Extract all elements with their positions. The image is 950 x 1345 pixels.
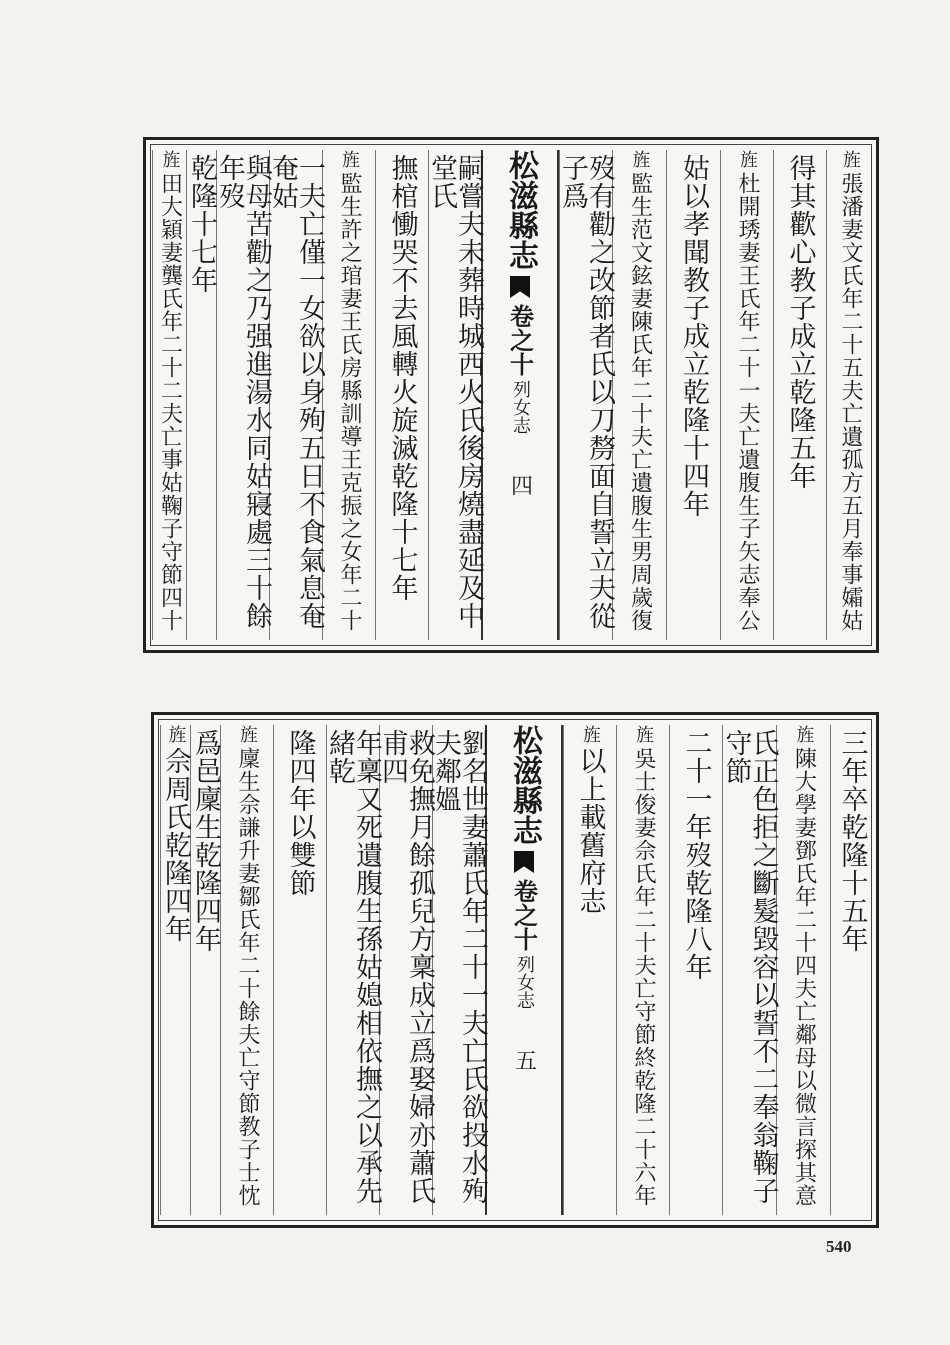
text-column [612,150,666,640]
bottom-page-frame [151,712,879,1228]
column-text: 廩生佘謙升妻鄒氏年二十餘夫亡守節教子士忱 [235,747,260,1207]
honor-mark: 旌 [237,725,258,743]
text-column [377,725,435,1215]
section-label: 列女志 [510,380,531,434]
column-text: 監生范文鉉妻陳氏年二十夫亡遺腹生男周歲復 [627,172,653,632]
column-text: 張潘妻文氏年二十五夫亡遺孤方五月奉事孀姑 [838,172,863,632]
column-text: 以上載舊府志 [574,747,606,915]
column-text: 撫棺慟哭不去風轉火旋滅乾隆十七年 [386,154,418,602]
section-label: 列女志 [514,955,535,1009]
text-column [563,725,616,1215]
text-column [669,725,722,1215]
text-column [190,725,220,1215]
juan-label: 卷之十 [505,304,535,376]
column-text: 劉名世妻蕭氏年二十一夫亡氏欲投水殉夫鄰媼 [430,729,488,1205]
fishtail-mark-icon [510,276,530,298]
text-column [426,150,484,640]
text-column [773,150,826,640]
honor-mark: 旌 [737,150,758,168]
top-page-frame [143,137,879,653]
text-column [267,150,325,640]
honor-mark: 旌 [793,725,815,743]
column-text: 爲邑廩生乾隆四年 [190,729,221,953]
page-number: 540 [826,1237,852,1256]
column-text: 一夫亡僅一女欲以身殉五日不食氣息奄奄姑 [267,154,325,630]
honor-mark: 旌 [339,150,360,168]
text-column [557,150,615,640]
text-column [273,725,326,1215]
column-text: 田大穎妻龔氏年二十二夫亡事姑鞠子守節四十 [157,172,183,632]
text-column [616,725,669,1215]
text-column [160,725,190,1215]
fishtail-mark-icon [514,851,534,873]
center-fold [481,150,559,640]
leaf-number: 五 [511,1049,537,1071]
text-column [152,150,186,640]
text-column [720,725,779,1215]
honor-mark: 旌 [165,725,187,743]
column-text: 氏正色拒之斷髮毀容以誓不二奉翁鞠子守節 [720,729,779,1205]
column-text: 歿有勸之改節者氏以刀剺面自誓立夫從子爲 [557,154,615,630]
honor-mark: 旌 [633,725,654,743]
honor-mark: 旌 [840,150,861,168]
juan-label: 卷之十 [509,879,539,951]
text-column [830,725,873,1215]
text-column [186,150,216,640]
text-column [324,725,382,1215]
column-text: 二十一年歿乾隆八年 [680,729,712,981]
text-column [430,725,488,1215]
column-text: 年稟又死遺腹生孫姑媳相依撫之以承先緒乾 [324,729,382,1205]
leaf-number: 四 [507,474,533,496]
honor-mark: 旌 [159,150,181,168]
text-column [214,150,272,640]
text-column [776,725,830,1215]
text-column [220,725,273,1215]
column-text: 監生許之琯妻王氏房縣訓導王克振之女年二十 [337,172,362,632]
column-text: 得其歡心教子成立乾隆五年 [784,154,816,490]
column-text: 杜開琇妻王氏年二十一夫亡遺腹生子矢志奉公 [735,172,760,632]
column-text: 陳大學妻鄧氏年二十四夫亡鄰母以微言探其意 [791,747,817,1207]
center-fold [485,725,563,1215]
column-text: 與母苦勸之乃强進湯水同姑寢處三十餘年歿 [214,154,272,630]
column-text: 救免撫月餘孤兒方稟成立爲娶婦亦蕭氏甫四 [377,729,435,1205]
book-title: 松滋縣志 [503,150,538,270]
column-text: 隆四年以雙節 [284,729,316,897]
column-text: 吳士俊妻佘氏年二十夫亡守節終乾隆二十六年 [631,747,656,1207]
text-column [375,150,428,640]
text-column [826,150,873,640]
text-column [666,150,720,640]
column-text: 佘周氏乾隆四年 [160,747,191,943]
text-column [720,150,773,640]
book-title: 松滋縣志 [507,725,542,845]
honor-mark: 旌 [580,725,601,743]
column-text: 姑以孝聞教子成立乾隆十四年 [678,154,709,518]
honor-mark: 旌 [629,150,651,168]
column-text: 乾隆十七年 [186,154,217,294]
text-column [322,150,375,640]
column-text: 三年卒乾隆十五年 [836,729,868,953]
column-text: 嗣嘗夫未葬時城西火氏後房燒盡延及中堂氏 [426,154,484,630]
